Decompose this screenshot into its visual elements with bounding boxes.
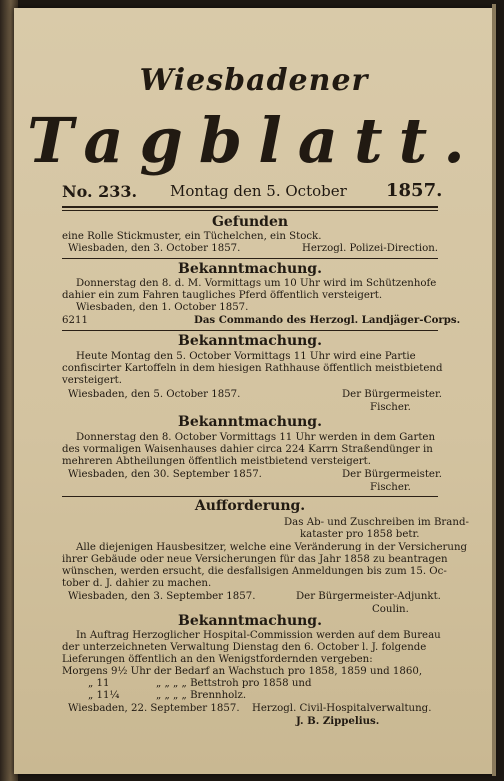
masthead-title-line1: Wiesbadener [139, 63, 369, 98]
newspaper-page [14, 8, 494, 774]
notice-hospital-signature-title: Herzogl. Civil-Hospitalverwaltung. [252, 703, 432, 714]
notice-potatoes-line1: Heute Montag den 5. October Vormittags 11 Uhr wird eine Partie [76, 351, 416, 362]
notice-potatoes-heading: Bekanntmachung. [178, 333, 322, 349]
page-edge [492, 4, 496, 776]
issue-date: Montag den 5. October [170, 182, 347, 200]
notice-manure-line3: mehreren Abtheilungen öffentlich meistbietend versteigert. [62, 456, 372, 467]
notice-found-signature: Herzogl. Polizei-Direction. [302, 243, 439, 254]
notice-horse-line2: dahier ein zum Fahren taugliches Pferd öffentlich versteigert. [62, 290, 383, 301]
notice-horse-line3: Wiesbaden, den 1. October 1857. [76, 302, 249, 313]
notice-horse-heading: Bekanntmachung. [178, 261, 322, 277]
divider [62, 330, 438, 331]
notice-hospital-line5-time: „ 11 [88, 678, 110, 689]
notice-potatoes-signature-title: Der Bürgermeister. [342, 389, 442, 400]
notice-hospital-line3: Lieferungen öffentlich an den Wenigstfordernden vergeben: [62, 654, 373, 665]
notice-potatoes-line3: versteigert. [62, 375, 123, 386]
divider [62, 258, 438, 259]
notice-manure-heading: Bekanntmachung. [178, 414, 322, 430]
notice-manure-line4: Wiesbaden, den 30. September 1857. [68, 469, 262, 480]
notice-hospital-line6-time: „ 11¼ [88, 690, 120, 701]
notice-request-signature-title: Der Bürgermeister-Adjunkt. [296, 591, 441, 602]
notice-request-line3: wünschen, werden ersucht, die desfallsigen Anmeldungen bis zum 15. Oc- [62, 566, 447, 577]
notice-horse-line1: Donnerstag den 8. d. M. Vormittags um 10 Uhr wird im Schützenhofe [76, 278, 437, 289]
notice-request-subject1: Das Ab- und Zuschreiben im Brand- [284, 517, 469, 528]
notice-request-line2: ihrer Gebäude oder neue Versicherungen für das Jahr 1858 zu beantragen [62, 554, 448, 565]
notice-hospital-line6-item: „ „ „ „ Brennholz. [156, 690, 247, 701]
notice-found-line2: Wiesbaden, den 3. October 1857. [68, 243, 241, 254]
notice-horse-signature: Das Commando des Herzogl. Landjäger-Corps. [194, 314, 461, 326]
notice-request-line1: Alle diejenigen Hausbesitzer, welche eine Veränderung in der Versicherung [76, 542, 468, 553]
notice-request-date: Wiesbaden, den 3. September 1857. [68, 591, 256, 602]
issue-number: No. 233. [62, 182, 138, 201]
notice-request-line4: tober d. J. dahier zu machen. [62, 578, 212, 589]
notice-hospital-signature-name: J. B. Zippelius. [296, 715, 380, 727]
notice-potatoes-line4: Wiesbaden, den 5. October 1857. [68, 389, 241, 400]
notice-manure-signature-title: Der Bürgermeister. [342, 469, 442, 480]
notice-hospital-line5-item: „ „ „ „ Bettstroh pro 1858 und [156, 678, 312, 689]
notice-hospital-line1: In Auftrag Herzoglicher Hospital-Commission werden auf dem Bureau [76, 630, 441, 641]
notice-found-line1: eine Rolle Stickmuster, ein Tüchelchen, ein Stock. [62, 231, 322, 242]
notice-request-signature-name: Coulin. [372, 604, 409, 615]
masthead-title-line2: Tagblatt. [27, 104, 481, 177]
notice-potatoes-signature-name: Fischer. [370, 402, 411, 413]
header-rule-bottom [62, 210, 438, 211]
issue-year: 1857. [386, 180, 443, 201]
notice-manure-signature-name: Fischer. [370, 482, 411, 493]
notice-request-heading: Aufforderung. [194, 498, 306, 514]
notice-found-heading: Gefunden [211, 214, 289, 230]
notice-hospital-line4: Morgens 9½ Uhr der Bedarf an Wachstuch pro 1858, 1859 und 1860, [62, 666, 423, 677]
divider [62, 496, 438, 497]
notice-manure-line1: Donnerstag den 8. October Vormittags 11 Uhr werden in dem Garten [76, 432, 436, 443]
notice-potatoes-line2: confiscirter Kartoffeln in dem hiesigen Rathhause öffentlich meistbietend [62, 363, 443, 374]
notice-request-subject2: kataster pro 1858 betr. [300, 529, 420, 540]
notice-hospital-date: Wiesbaden, 22. September 1857. [68, 703, 240, 714]
notice-manure-line2: des vormaligen Waisenhauses dahier circa 224 Karrn Straßendünger in [62, 444, 433, 455]
notice-hospital-heading: Bekanntmachung. [178, 613, 322, 629]
header-rule-top [62, 206, 438, 208]
notice-horse-ref: 6211 [62, 315, 88, 326]
notice-hospital-line2: der unterzeichneten Verwaltung Dienstag den 6. October l. J. folgende [62, 642, 427, 653]
